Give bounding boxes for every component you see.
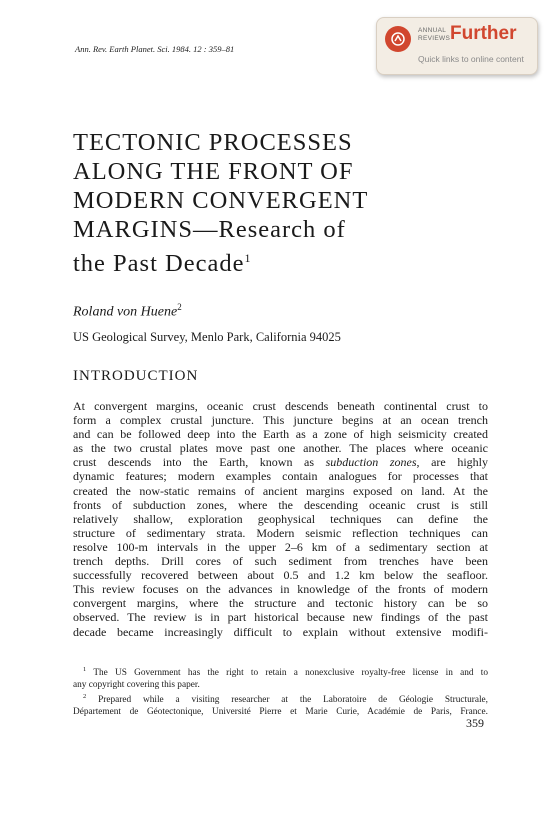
- further-label: Further: [450, 23, 517, 44]
- body-line: successfully recovered between about 0.5 and 1.2 km below the seafloor.: [73, 568, 488, 583]
- annual-reviews-logo-icon: [385, 26, 411, 52]
- body-line: form a complex crustal juncture. This juncture begins at an ocean trench: [73, 413, 488, 428]
- body-line: fronts of subduction zones, where the descending oceanic crust is still: [73, 497, 488, 512]
- title-line: the Past Decade$^1$: [73, 250, 251, 278]
- body-line: and can be followed deep into the Earth as a zone of high seismicity created: [73, 427, 488, 442]
- further-subtitle: Quick links to online content: [418, 54, 524, 64]
- footnotes: [73, 664, 488, 718]
- author-footnote-mark[interactable]: 2: [177, 302, 182, 312]
- title-line: ALONG THE FRONT OF: [73, 158, 354, 185]
- title-line: MODERN CONVERGENT: [73, 187, 369, 214]
- body-text: [73, 399, 488, 639]
- body-line: relatively shallow, exploration geophysical techniques can define the: [73, 511, 488, 526]
- footnote-1-cont: any copyright covering this paper.: [73, 679, 200, 690]
- annual-reviews-label: ANNUAL REVIEWS: [418, 27, 451, 42]
- emphasis-term: subduction zones: [325, 455, 417, 470]
- body-line: structure of sedimentary strata. Modern seismic reflection techniques can: [73, 525, 488, 540]
- body-line: At convergent margins, oceanic crust descends beneath continental crust to: [73, 399, 488, 413]
- body-line: dynamic features; modern examples contain analogues for processes that: [73, 469, 488, 484]
- author-name: Roland von Huene$^2$: [73, 302, 182, 320]
- footnote-2-cont: Département de Géotectonique, Université Pierre et Marie Curie, Académie de Paris, France.: [73, 706, 488, 717]
- author-affiliation: US Geological Survey, Menlo Park, California 94025: [73, 330, 341, 344]
- article-title: [73, 128, 493, 278]
- body-line: This review focuses on the advances in knowledge of the fronts of modern: [73, 582, 488, 597]
- title-line: MARGINS—Research of: [73, 216, 346, 243]
- title-line: TECTONIC PROCESSES: [73, 129, 353, 156]
- body-line: convergent margins, where the structure and tectonic history can be so: [73, 596, 488, 611]
- title-footnote-mark[interactable]: 1: [244, 251, 251, 265]
- body-line: decade became increasingly difficult to explain without extensive modifi-: [73, 624, 488, 639]
- section-heading: INTRODUCTION: [73, 368, 199, 384]
- body-line: observed. The review is in part historical because new findings of the past: [73, 610, 488, 625]
- footnote-2: $^2$ Prepared while a visiting researcher at the Laboratoire de Géologie Structurale,: [83, 693, 488, 706]
- page-number: 359: [466, 716, 484, 730]
- journal-citation: Ann. Rev. Earth Planet. Sci. 1984. 12 : 359–81: [75, 44, 235, 54]
- body-line: trench depths. Drill cores of such sediment from trenches have been: [73, 554, 488, 569]
- body-line: created the now-static remains of ancient margins exposed on land. At the: [73, 483, 488, 498]
- footnote-1: $^1$ The US Government has the right to retain a nonexclusive royalty-free license in and to: [83, 666, 488, 679]
- body-line: as the two crustal plates move past one another. The places where oceanic: [73, 441, 488, 456]
- body-line: crust descends into the Earth, known as subduction zones, are highly: [73, 455, 488, 470]
- annual-reviews-further-button[interactable]: [376, 17, 538, 75]
- body-line: resolve 100-m intervals in the upper 2–6 km of a sedimentary section at: [73, 539, 488, 554]
